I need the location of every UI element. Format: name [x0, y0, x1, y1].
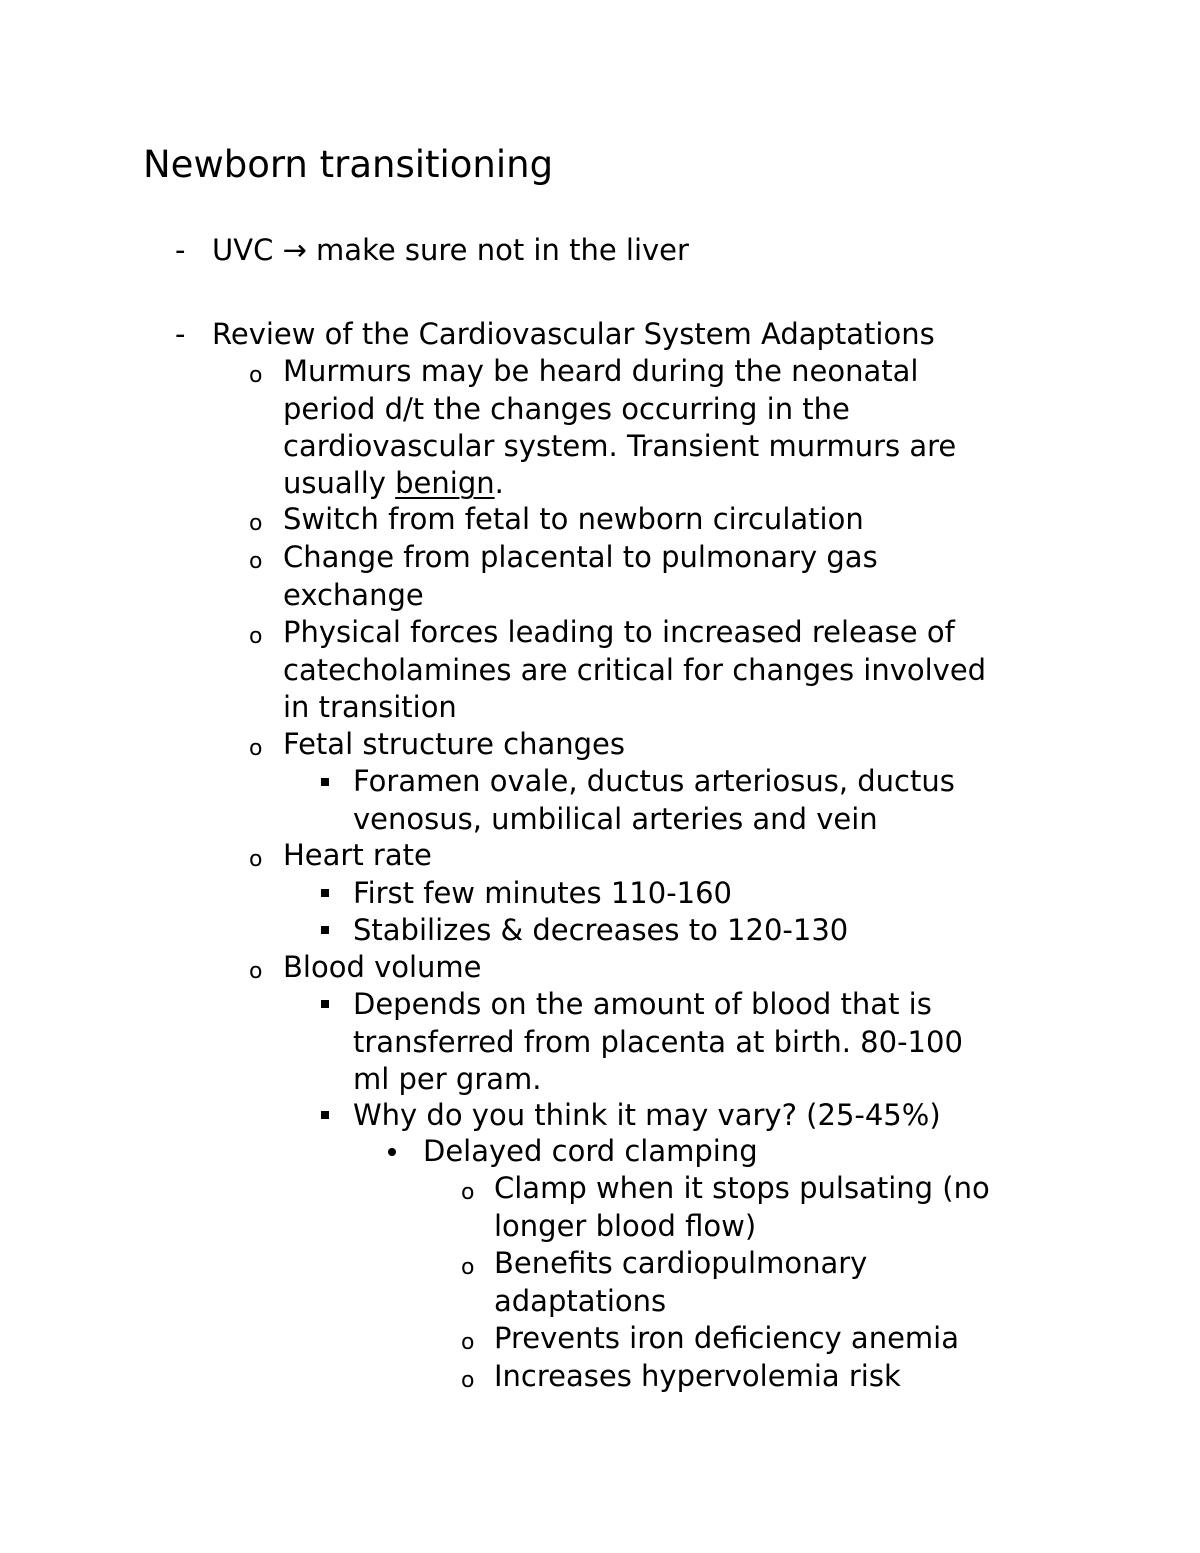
list-item-physical-line: in transition [283, 690, 457, 724]
list-item-depends-line: Depends on the amount of blood that is [353, 987, 932, 1021]
list-item-physical-line: catecholamines are critical for changes involved [283, 653, 987, 687]
list-item-prevents: Prevents iron deficiency anemia [494, 1321, 960, 1355]
list-item-clamp-line: Clamp when it stops pulsating (no [494, 1171, 990, 1205]
dash-marker: - [175, 233, 186, 267]
list-item-fetal-structure: Fetal structure changes [283, 727, 626, 761]
page-title: Newborn transitioning [143, 143, 554, 186]
underlined-benign: benign [395, 466, 495, 500]
list-item-blood-volume: Blood volume [283, 950, 482, 984]
circle-marker: o [249, 549, 263, 574]
list-item-depends-line: ml per gram. [353, 1062, 542, 1096]
dash-marker: - [175, 317, 186, 351]
list-item-murmurs-line [283, 465, 504, 502]
square-bullet-icon [321, 778, 329, 786]
square-bullet-icon [321, 1111, 329, 1119]
list-item-murmurs-line: period d/t the changes occurring in the [283, 392, 850, 426]
list-item-heart-rate: Heart rate [283, 838, 432, 872]
list-item-stabilizes: Stabilizes & decreases to 120-130 [353, 913, 849, 947]
round-bullet-icon [388, 1148, 396, 1156]
circle-marker: o [249, 624, 263, 649]
circle-marker: o [461, 1330, 475, 1355]
list-item-foramen-line: venosus, umbilical arteries and vein [353, 802, 878, 836]
list-item-benefits-line: adaptations [494, 1284, 667, 1318]
square-bullet-icon [321, 1000, 329, 1008]
list-item-murmurs-line: Murmurs may be heard during the neonatal [283, 354, 919, 388]
murmurs-period: . [494, 466, 504, 500]
circle-marker: o [249, 363, 263, 388]
circle-marker: o [249, 736, 263, 761]
list-item-uvc: UVC → make sure not in the liver [212, 233, 689, 267]
list-item-benefits-line: Benefits cardiopulmonary [494, 1246, 868, 1280]
list-item-change-line: Change from placental to pulmonary gas [283, 540, 878, 574]
circle-marker: o [461, 1255, 475, 1280]
list-item-clamp-line: longer blood flow) [494, 1209, 757, 1243]
list-item-first-few: First few minutes 110-160 [353, 876, 733, 910]
square-bullet-icon [321, 889, 329, 897]
list-item-increases: Increases hypervolemia risk [494, 1359, 901, 1393]
circle-marker: o [249, 511, 263, 536]
circle-marker: o [461, 1368, 475, 1393]
list-item-change-line: exchange [283, 578, 424, 612]
list-item-switch: Switch from fetal to newborn circulation [283, 502, 864, 536]
circle-marker: o [461, 1180, 475, 1205]
list-item-depends-line: transferred from placenta at birth. 80-100 [353, 1025, 963, 1059]
list-item-delayed: Delayed cord clamping [423, 1134, 758, 1168]
list-item-review: Review of the Cardiovascular System Adaptations [212, 317, 935, 351]
list-item-why-vary: Why do you think it may vary? (25-45%) [353, 1098, 941, 1132]
circle-marker: o [249, 959, 263, 984]
circle-marker: o [249, 847, 263, 872]
murmurs-text: usually [283, 466, 396, 500]
list-item-foramen-line: Foramen ovale, ductus arteriosus, ductus [353, 764, 955, 798]
square-bullet-icon [321, 926, 329, 934]
list-item-murmurs-line: cardiovascular system. Transient murmurs are [283, 429, 957, 463]
list-item-physical-line: Physical forces leading to increased release of [283, 615, 955, 649]
